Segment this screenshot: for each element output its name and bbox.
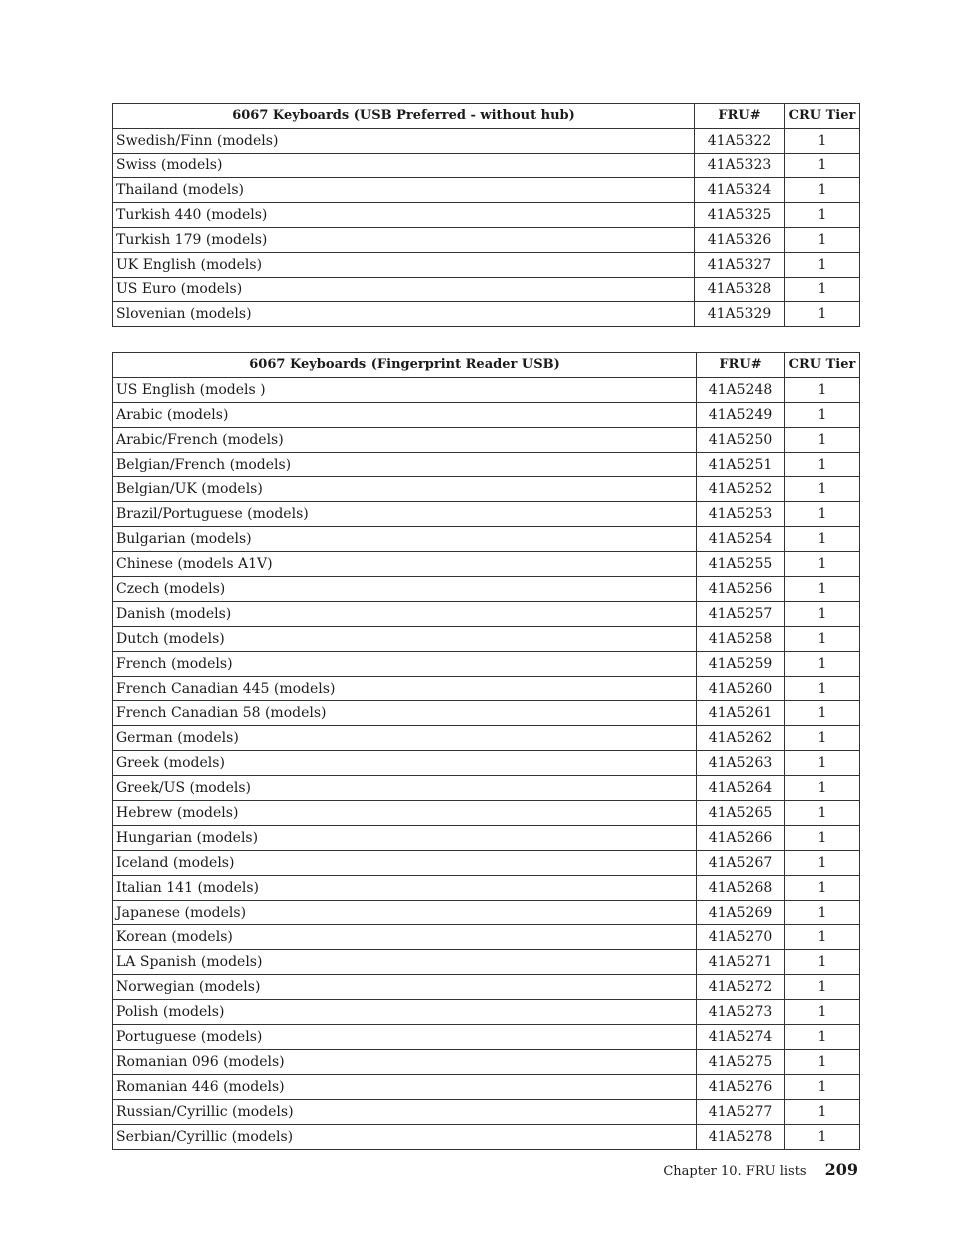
table-row	[113, 626, 860, 651]
description-cell: Arabic/French (models)	[113, 427, 697, 452]
table-row	[113, 277, 860, 302]
description-cell: Hebrew (models)	[113, 801, 697, 826]
description-cell: Belgian/UK (models)	[113, 477, 697, 502]
fru-number-cell: 41A5268	[697, 875, 785, 900]
description-cell: Japanese (models)	[113, 900, 697, 925]
table-header-row	[113, 104, 860, 129]
fru-number-cell: 41A5258	[697, 626, 785, 651]
fru-number-cell: 41A5323	[695, 153, 785, 178]
fru-number-cell: 41A5322	[695, 128, 785, 153]
cru-tier-cell: 1	[785, 178, 860, 203]
description-cell: Greek (models)	[113, 751, 697, 776]
description-cell: Russian/Cyrillic (models)	[113, 1099, 697, 1124]
fru-number-cell: 41A5273	[697, 1000, 785, 1025]
description-cell: Czech (models)	[113, 577, 697, 602]
description-cell: Thailand (models)	[113, 178, 695, 203]
table-row	[113, 900, 860, 925]
fru-number-cell: 41A5328	[695, 277, 785, 302]
fru-number-cell: 41A5269	[697, 900, 785, 925]
chapter-label: Chapter 10. FRU lists	[663, 1164, 807, 1179]
description-cell: Arabic (models)	[113, 402, 697, 427]
page-footer	[663, 1160, 858, 1179]
table-row	[113, 751, 860, 776]
description-cell: French Canadian 445 (models)	[113, 676, 697, 701]
fru-number-cell: 41A5256	[697, 577, 785, 602]
table-header-row	[113, 353, 860, 378]
cru-tier-column-header: CRU Tier	[785, 104, 860, 129]
description-cell: Polish (models)	[113, 1000, 697, 1025]
fru-number-cell: 41A5277	[697, 1099, 785, 1124]
table-row	[113, 651, 860, 676]
cru-tier-cell: 1	[785, 925, 860, 950]
fru-number-cell: 41A5260	[697, 676, 785, 701]
fru-number-cell: 41A5248	[697, 377, 785, 402]
description-cell: US Euro (models)	[113, 277, 695, 302]
fru-number-cell: 41A5262	[697, 726, 785, 751]
fru-number-cell: 41A5327	[695, 252, 785, 277]
cru-tier-cell: 1	[785, 1074, 860, 1099]
table-row	[113, 875, 860, 900]
cru-tier-cell: 1	[785, 502, 860, 527]
description-cell: Bulgarian (models)	[113, 527, 697, 552]
fru-number-cell: 41A5264	[697, 776, 785, 801]
fru-number-cell: 41A5254	[697, 527, 785, 552]
table-row	[113, 1025, 860, 1050]
table-row	[113, 402, 860, 427]
description-cell: UK English (models)	[113, 252, 695, 277]
cru-tier-cell: 1	[785, 577, 860, 602]
table-row	[113, 577, 860, 602]
description-cell: French Canadian 58 (models)	[113, 701, 697, 726]
description-cell: Serbian/Cyrillic (models)	[113, 1124, 697, 1149]
table-row	[113, 975, 860, 1000]
description-cell: Iceland (models)	[113, 850, 697, 875]
fru-number-cell: 41A5276	[697, 1074, 785, 1099]
cru-tier-cell: 1	[785, 726, 860, 751]
description-cell: Turkish 440 (models)	[113, 203, 695, 228]
table-row	[113, 552, 860, 577]
cru-tier-cell: 1	[785, 900, 860, 925]
description-cell: German (models)	[113, 726, 697, 751]
description-cell: Korean (models)	[113, 925, 697, 950]
cru-tier-cell: 1	[785, 601, 860, 626]
table-row	[113, 252, 860, 277]
fru-number-cell: 41A5272	[697, 975, 785, 1000]
cru-tier-cell: 1	[785, 302, 860, 327]
cru-tier-cell: 1	[785, 203, 860, 228]
cru-tier-cell: 1	[785, 975, 860, 1000]
cru-tier-cell: 1	[785, 801, 860, 826]
fru-number-cell: 41A5250	[697, 427, 785, 452]
cru-tier-cell: 1	[785, 252, 860, 277]
table-row	[113, 676, 860, 701]
fru-number-cell: 41A5252	[697, 477, 785, 502]
fru-number-cell: 41A5274	[697, 1025, 785, 1050]
table-row	[113, 601, 860, 626]
fru-number-cell: 41A5271	[697, 950, 785, 975]
description-cell: Chinese (models A1V)	[113, 552, 697, 577]
table-row	[113, 776, 860, 801]
cru-tier-cell: 1	[785, 1099, 860, 1124]
page-number: 209	[824, 1160, 858, 1179]
description-cell: Danish (models)	[113, 601, 697, 626]
keyboards-usb-preferred-table	[112, 103, 860, 327]
cru-tier-cell: 1	[785, 1049, 860, 1074]
cru-tier-cell: 1	[785, 676, 860, 701]
cru-tier-cell: 1	[785, 552, 860, 577]
description-cell: French (models)	[113, 651, 697, 676]
table-row	[113, 527, 860, 552]
table-row	[113, 477, 860, 502]
description-cell: Hungarian (models)	[113, 825, 697, 850]
table-row	[113, 1099, 860, 1124]
table-row	[113, 950, 860, 975]
description-cell: Swedish/Finn (models)	[113, 128, 695, 153]
table-row	[113, 377, 860, 402]
cru-tier-cell: 1	[785, 850, 860, 875]
fru-number-cell: 41A5249	[697, 402, 785, 427]
fru-number-cell: 41A5259	[697, 651, 785, 676]
cru-tier-cell: 1	[785, 128, 860, 153]
table-row	[113, 302, 860, 327]
table-row	[113, 801, 860, 826]
cru-tier-cell: 1	[785, 277, 860, 302]
fru-number-cell: 41A5261	[697, 701, 785, 726]
description-cell: Belgian/French (models)	[113, 452, 697, 477]
table-row	[113, 1074, 860, 1099]
table-row	[113, 925, 860, 950]
cru-tier-cell: 1	[785, 626, 860, 651]
table-row	[113, 701, 860, 726]
description-cell: Brazil/Portuguese (models)	[113, 502, 697, 527]
table-row	[113, 178, 860, 203]
fru-number-cell: 41A5326	[695, 227, 785, 252]
table-row	[113, 452, 860, 477]
fru-number-cell: 41A5270	[697, 925, 785, 950]
cru-tier-cell: 1	[785, 1025, 860, 1050]
fru-column-header: FRU#	[695, 104, 785, 129]
table-row	[113, 128, 860, 153]
table-row	[113, 850, 860, 875]
fru-number-cell: 41A5329	[695, 302, 785, 327]
cru-tier-cell: 1	[785, 477, 860, 502]
table-row	[113, 153, 860, 178]
cru-tier-cell: 1	[785, 651, 860, 676]
cru-tier-cell: 1	[785, 377, 860, 402]
fru-number-cell: 41A5266	[697, 825, 785, 850]
description-cell: Dutch (models)	[113, 626, 697, 651]
fru-column-header: FRU#	[697, 353, 785, 378]
table-row	[113, 1049, 860, 1074]
cru-tier-cell: 1	[785, 825, 860, 850]
table-row	[113, 227, 860, 252]
description-cell: Portuguese (models)	[113, 1025, 697, 1050]
cru-tier-cell: 1	[785, 875, 860, 900]
fru-number-cell: 41A5324	[695, 178, 785, 203]
fru-number-cell: 41A5267	[697, 850, 785, 875]
description-cell: Turkish 179 (models)	[113, 227, 695, 252]
keyboards-fingerprint-reader-table	[112, 352, 860, 1150]
fru-number-cell: 41A5278	[697, 1124, 785, 1149]
cru-tier-cell: 1	[785, 950, 860, 975]
cru-tier-cell: 1	[785, 427, 860, 452]
cru-tier-cell: 1	[785, 1124, 860, 1149]
cru-tier-cell: 1	[785, 1000, 860, 1025]
fru-number-cell: 41A5275	[697, 1049, 785, 1074]
cru-tier-column-header: CRU Tier	[785, 353, 860, 378]
cru-tier-cell: 1	[785, 527, 860, 552]
description-column-header: 6067 Keyboards (USB Preferred - without hub)	[113, 104, 695, 129]
description-cell: US English (models )	[113, 377, 697, 402]
fru-number-cell: 41A5263	[697, 751, 785, 776]
cru-tier-cell: 1	[785, 452, 860, 477]
description-cell: Greek/US (models)	[113, 776, 697, 801]
cru-tier-cell: 1	[785, 227, 860, 252]
description-cell: Slovenian (models)	[113, 302, 695, 327]
description-cell: Romanian 446 (models)	[113, 1074, 697, 1099]
fru-number-cell: 41A5253	[697, 502, 785, 527]
table-row	[113, 825, 860, 850]
table-row	[113, 203, 860, 228]
table-row	[113, 1000, 860, 1025]
table-row	[113, 726, 860, 751]
description-cell: Italian 141 (models)	[113, 875, 697, 900]
cru-tier-cell: 1	[785, 402, 860, 427]
fru-number-cell: 41A5265	[697, 801, 785, 826]
description-column-header: 6067 Keyboards (Fingerprint Reader USB)	[113, 353, 697, 378]
cru-tier-cell: 1	[785, 751, 860, 776]
cru-tier-cell: 1	[785, 776, 860, 801]
fru-number-cell: 41A5325	[695, 203, 785, 228]
table-row	[113, 1124, 860, 1149]
description-cell: LA Spanish (models)	[113, 950, 697, 975]
fru-number-cell: 41A5255	[697, 552, 785, 577]
description-cell: Romanian 096 (models)	[113, 1049, 697, 1074]
table-row	[113, 502, 860, 527]
table-row	[113, 427, 860, 452]
fru-number-cell: 41A5251	[697, 452, 785, 477]
cru-tier-cell: 1	[785, 153, 860, 178]
description-cell: Norwegian (models)	[113, 975, 697, 1000]
description-cell: Swiss (models)	[113, 153, 695, 178]
cru-tier-cell: 1	[785, 701, 860, 726]
fru-number-cell: 41A5257	[697, 601, 785, 626]
